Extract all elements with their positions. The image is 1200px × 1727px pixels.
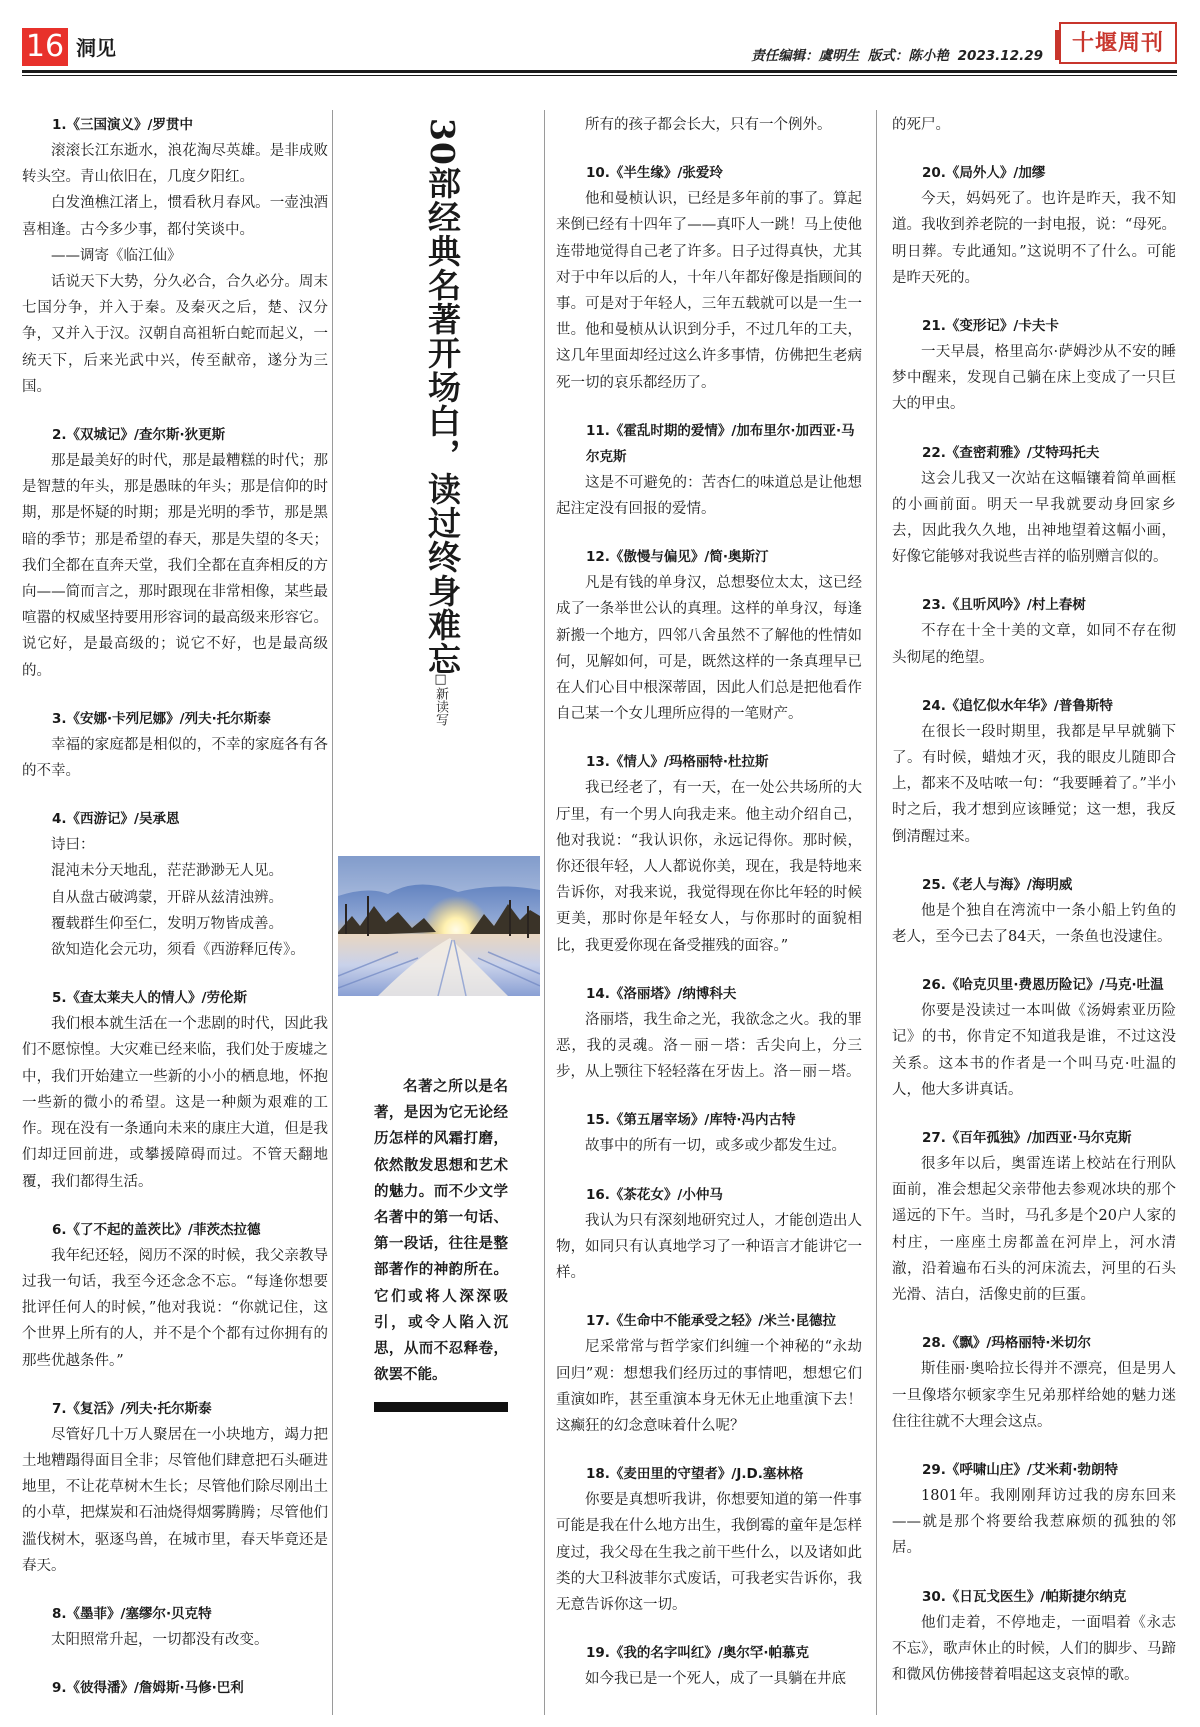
opening-text: 太阳照常升起，一切都没有改变。 (51, 1631, 269, 1648)
book-heading: 12.《傲慢与偏见》/简·奥斯汀 (586, 549, 769, 566)
book-entry (556, 981, 862, 1086)
header-rule-thin (22, 75, 1177, 76)
opening-text: 覆载群生仰至仁，发明万物皆成善。 (51, 915, 283, 932)
book-entry (892, 1125, 1176, 1308)
book-entry (22, 1396, 328, 1579)
opening-text: 白发渔樵江渚上，惯看秋月春风。一壶浊酒喜相逢。古今多少事，都付笑谈中。 (22, 195, 328, 238)
book-entry (22, 1675, 328, 1701)
opening-text: 的死尸。 (892, 117, 950, 133)
opening-text: 自从盘古破鸿蒙，开辟从兹清浊辨。 (51, 889, 283, 906)
opening-text: 我年纪还轻，阅历不深的时候，我父亲教导过我一句话，我至今还念念不忘。“每逢你想要批评任何人的时候，”他对我说：“你就记住，这个世界上所有的人，并不是个个都有过你拥有的那些优越条件。” (22, 1247, 328, 1369)
opening-text: 尼采常常与哲学家们纠缠一个神秘的“永劫回归”观：想想我们经历过的事情吧，想想它们重演如昨，甚至重演本身无休无止地重演下去！这癫狂的幻念意味着什么呢？ (556, 1339, 862, 1434)
opening-text: 所有的孩子都会长大，只有一个例外。 (585, 117, 832, 133)
book-heading: 23.《且听风吟》/村上春树 (922, 597, 1086, 614)
book-heading: 8.《墨菲》/塞缪尔·贝克特 (52, 1605, 212, 1622)
book-entry (556, 1182, 862, 1287)
book-entry (892, 1457, 1176, 1562)
masthead-logo: 十堰周刊 (1059, 22, 1177, 64)
opening-text: 你要是没读过一本叫做《汤姆索亚历险记》的书，你肯定不知道我是谁，不过这没关系。这本书的作者是一个叫马克·吐温的人，他大多讲真话。 (892, 1003, 1176, 1098)
book-entry (892, 440, 1176, 571)
column-divider (544, 110, 545, 1715)
column-divider (332, 110, 333, 1715)
opening-text: 故事中的所有一切，或多或少都发生过。 (585, 1138, 846, 1155)
book-heading: 3.《安娜·卡列尼娜》/列夫·托尔斯泰 (52, 710, 271, 727)
opening-text: 这是不可避免的：苦杏仁的味道总是让他想起注定没有回报的爱情。 (556, 474, 862, 518)
opening-text: 不存在十全十美的文章，如同不存在彻头彻尾的绝望。 (892, 623, 1176, 666)
book-heading: 6.《了不起的盖茨比》/菲茨杰拉德 (52, 1221, 261, 1238)
opening-text: 洛丽塔，我生命之光，我欲念之火。我的罪恶，我的灵魂。洛－丽－塔：舌尖向上，分三步，从上颚往下轻轻落在牙齿上。洛－丽－塔。 (556, 1011, 862, 1081)
intro-bar (374, 1402, 508, 1412)
book-heading: 22.《查密莉雅》/艾特玛托夫 (922, 444, 1100, 461)
book-heading: 19.《我的名字叫红》/奥尔罕·帕慕克 (586, 1645, 809, 1662)
opening-text: 诗曰： (51, 837, 95, 854)
page-header (22, 22, 1177, 66)
book-heading: 28.《飘》/玛格丽特·米切尔 (922, 1335, 1091, 1352)
book-entry (22, 112, 328, 400)
article-intro (374, 1074, 508, 1388)
book-entry (556, 749, 862, 958)
book-entry (556, 418, 862, 522)
book-entry (556, 112, 862, 138)
opening-text: 如今我已是一个死人，成了一具躺在井底 (585, 1671, 846, 1688)
book-entry (892, 592, 1176, 670)
opening-text: 欲知造化会元功，须看《西游释厄传》。 (51, 942, 305, 959)
opening-text: 我已经老了，有一天，在一处公共场所的大厅里，有一个男人向我走来。他主动介绍自己，他对我说：“我认识你，永远记得你。那时候，你还很年轻，人人都说你美，现在，我是特地来告诉你，对我来说，我觉得现在你比年轻的时候更美，那时你是年轻女人，与你那时的面貌相比，我更爱你现在备受摧残的面容。” (556, 780, 862, 954)
article-title: 30部经典名著开场白，读过终身难忘 (423, 118, 462, 676)
opening-text: 混沌未分天地乱，茫茫渺渺无人见。 (51, 863, 283, 880)
article-column-4 (892, 112, 1176, 1710)
book-heading: 1.《三国演义》/罗贯中 (52, 117, 193, 133)
opening-text: 我们根本就生活在一个悲剧的时代，因此我们不愿惊惶。大灾难已经来临，我们处于废墟之中，我们开始建立一些新的小小的栖息地，怀抱一些新的微小的希望。这是一种颇为艰难的工作。现在没有一条通向未来的康庄大道，但是我们却迂回前进，或攀援障碍而过。不管天翻地覆，我们都得生活。 (22, 1016, 328, 1190)
winter-sunset-photo (338, 856, 540, 996)
book-heading: 29.《呼啸山庄》/艾米莉·勃朗特 (922, 1461, 1118, 1478)
article-column-1 (22, 112, 328, 1723)
book-heading: 7.《复活》/列夫·托尔斯泰 (52, 1400, 212, 1417)
book-heading: 15.《第五屠宰场》/库特·冯内古特 (586, 1112, 796, 1129)
section-name: 洞见 (76, 36, 116, 60)
book-entry (556, 1461, 862, 1618)
book-heading: 9.《彼得潘》/詹姆斯·马修·巴利 (52, 1680, 244, 1697)
book-entry (892, 1584, 1176, 1689)
book-entry (892, 160, 1176, 291)
book-entry (892, 972, 1176, 1103)
opening-text: 我认为只有深刻地研究过人，才能创造出人物，如同只有认真地学习了一种语言才能讲它一样。 (556, 1212, 862, 1282)
book-heading: 17.《生命中不能承受之轻》/米兰·昆德拉 (586, 1313, 836, 1330)
opening-text: 凡是有钱的单身汉，总想娶位太太，这已经成了一条举世公认的真理。这样的单身汉，每逢新搬一个地方，四邻八舍虽然不了解他的性情如何，见解如何，可是，既然这样的一条真理早已在人们心目中根深蒂固，因此人们总是把他看作自己某一个女儿理所应得的一笔财产。 (556, 575, 862, 723)
book-entry (22, 1601, 328, 1653)
book-entry (556, 544, 862, 727)
book-heading: 4.《西游记》/吴承恩 (52, 811, 180, 828)
book-heading: 27.《百年孤独》/加西亚·马尔克斯 (922, 1130, 1132, 1147)
book-entry (22, 1217, 328, 1374)
book-heading: 14.《洛丽塔》/纳博科夫 (586, 985, 737, 1002)
layout-credit: 版式：陈小艳 (867, 48, 949, 64)
book-heading: 11.《霍乱时期的爱情》/加布里尔·加西亚·马尔克斯 (586, 422, 855, 465)
opening-text: 他们走着，不停地走，一面唱着《永志不忘》，歌声休止的时候，人们的脚步、马蹄和微风仿佛接替着唱起这支哀悼的歌。 (892, 1614, 1176, 1683)
book-entry (892, 1330, 1176, 1435)
book-heading: 20.《局外人》/加缪 (922, 165, 1046, 182)
book-heading: 13.《情人》/玛格丽特·杜拉斯 (586, 754, 769, 771)
article-byline: □新读写 (433, 672, 448, 726)
header-rule (22, 70, 1177, 73)
opening-text: 这会儿我又一次站在这幅镶着简单画框的小画前面。明天一早我就要动身回家乡去，因此我久久地，出神地望着这幅小画，好像它能够对我说些吉祥的临别赠言似的。 (892, 470, 1176, 566)
opening-text: 一天早晨，格里高尔·萨姆沙从不安的睡梦中醒来，发现自己躺在床上变成了一只巨大的甲虫。 (892, 344, 1176, 413)
editor-credit: 责任编辑：虞明生 (751, 48, 860, 64)
book-entry (22, 422, 328, 684)
book-heading: 10.《半生缘》/张爱玲 (586, 165, 723, 182)
book-heading: 18.《麦田里的守望者》/J.D.塞林格 (586, 1466, 804, 1483)
article-column-3 (556, 112, 862, 1714)
opening-text: ——调寄《临江仙》 (51, 247, 182, 264)
opening-text: 滚滚长江东逝水，浪花淘尽英雄。是非成败转头空。青山依旧在，几度夕阳红。 (22, 143, 328, 186)
book-entry (22, 806, 328, 963)
book-entry (892, 693, 1176, 850)
book-entry (892, 872, 1176, 950)
opening-text: 他和曼桢认识，已经是多年前的事了。算起来倒已经有十四年了——真吓人一跳！马上使他连带地觉得自己老了许多。日子过得真快，尤其对于中年以后的人，十年八年都好像是指顾间的事。可是对于年轻人，三年五载就可以是一生一世。他和曼桢从认识到分手，不过几年的工夫，这几年里面却经过这么许多事情，仿佛把生老病死一切的哀乐都经历了。 (556, 191, 862, 391)
page-number: 16 (22, 28, 68, 66)
intro-text: 名著之所以是名著，是因为它无论经历怎样的风霜打磨，依然散发思想和艺术的魅力。而不少文学名著中的第一句话、第一段话，往往是整部著作的神韵所在。它们或将人深深吸引，或令人陷入沉思，从而不忍释卷，欲罢不能。 (374, 1078, 508, 1384)
book-entry (556, 1308, 862, 1439)
opening-text: 在很长一段时期里，我都是早早就躺下了。有时候，蜡烛才灭，我的眼皮儿随即合上，都来不及咕哝一句：“我要睡着了。”半小时之后，我才想到应该睡觉；这一想，我反倒清醒过来。 (892, 723, 1176, 845)
book-heading: 16.《茶花女》/小仲马 (586, 1186, 723, 1203)
opening-text: 话说天下大势，分久必合，合久必分。周末七国分争，并入于秦。及秦灭之后，楚、汉分争，又并入于汉。汉朝自高祖斩白蛇而起义，一统天下，后来光武中兴，传至献帝，遂分为三国。 (22, 274, 328, 395)
book-entry (892, 112, 1176, 138)
book-heading: 24.《追忆似水年华》/普鲁斯特 (922, 697, 1113, 714)
opening-text: 今天，妈妈死了。也许是昨天，我不知道。我收到养老院的一封电报，说：“母死。明日葬。专此通知。”这说明不了什么。可能是昨天死的。 (892, 191, 1176, 286)
book-heading: 21.《变形记》/卡夫卡 (922, 318, 1059, 335)
opening-text: 幸福的家庭都是相似的，不幸的家庭各有各的不幸。 (22, 736, 328, 780)
issue-date: 2023.12.29 (957, 48, 1043, 64)
opening-text: 很多年以后，奥雷连诺上校站在行刑队面前，准会想起父亲带他去参观冰块的那个遥远的下午。当时，马孔多是个20户人家的村庄，一座座土房都盖在河岸上，河水清澈，沿着遍布石头的河床流去，河里的石头光滑、洁白，活像史前的巨蛋。 (892, 1156, 1176, 1304)
column-divider (876, 110, 877, 1715)
book-heading: 30.《日瓦戈医生》/帕斯捷尔纳克 (922, 1588, 1127, 1605)
book-entry (22, 985, 328, 1194)
book-entry (556, 160, 862, 396)
book-entry (892, 313, 1176, 418)
book-entry (22, 706, 328, 784)
opening-text: 1801年。我刚刚拜访过我的房东回来——就是那个将要给我惹麻烦的孤独的邻居。 (892, 1487, 1176, 1557)
book-entry (556, 1640, 862, 1692)
credits (747, 44, 1043, 64)
book-entry (556, 1107, 862, 1159)
book-heading: 25.《老人与海》/海明威 (922, 876, 1073, 893)
book-heading: 26.《哈克贝里·费恩历险记》/马克·吐温 (922, 977, 1164, 994)
opening-text: 那是最美好的时代，那是最糟糕的时代；那是智慧的年头，那是愚昧的年头；那是信仰的时期，那是怀疑的时期；那是光明的季节，那是黑暗的季节；那是希望的春天，那是失望的冬天；我们全都在直奔天堂，我们全都在直奔相反的方向——简而言之，那时跟现在非常相像，某些最喧嚣的权威坚持要用形容词的最高级来形容它。说它好，是最高级的；说它不好，也是最高级的。 (22, 453, 328, 679)
opening-text: 斯佳丽·奥哈拉长得并不漂亮，但是男人一旦像塔尔顿家孪生兄弟那样给她的魅力迷住往往就不大理会这点。 (892, 1361, 1176, 1430)
book-heading: 5.《查太莱夫人的情人》/劳伦斯 (52, 990, 247, 1007)
book-heading: 2.《双城记》/查尔斯·狄更斯 (52, 427, 226, 444)
opening-text: 尽管好几十万人聚居在一小块地方，竭力把土地糟蹋得面目全非；尽管他们肆意把石头砸进地里，不让花草树木生长；尽管他们除尽刚出土的小草，把煤炭和石油烧得烟雾腾腾；尽管他们滥伐树木，驱逐鸟兽，在城市里，春天毕竟还是春天。 (22, 1426, 328, 1574)
opening-text: 他是个独自在湾流中一条小船上钓鱼的老人，至今已去了84天，一条鱼也没逮住。 (892, 902, 1176, 946)
opening-text: 你要是真想听我讲，你想要知道的第一件事可能是我在什么地方出生，我倒霉的童年是怎样度过，我父母在生我之前干些什么，以及诸如此类的大卫科波菲尔式废话，可我老实告诉你，我无意告诉你这一切。 (556, 1492, 862, 1613)
